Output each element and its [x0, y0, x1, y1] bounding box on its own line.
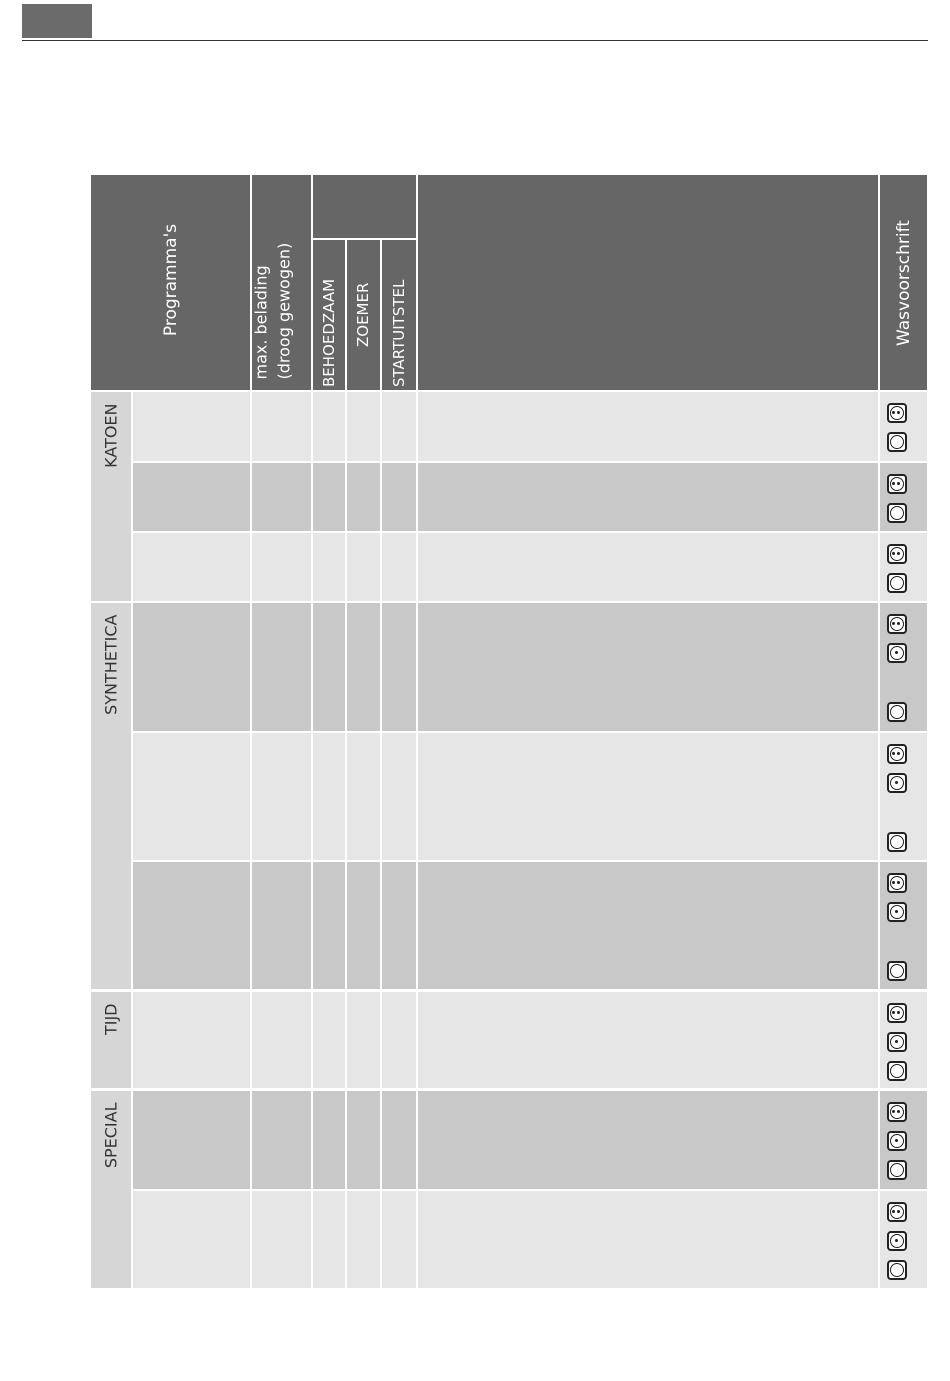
table-cell [347, 1191, 380, 1288]
circle-icon [890, 435, 904, 449]
group-cell-katoen [91, 392, 131, 601]
table-cell [252, 533, 311, 601]
dryer-low-heat-icon [887, 643, 907, 663]
table-cell [880, 1091, 927, 1189]
dryer-icon [887, 832, 907, 852]
dryer-icon [887, 1061, 907, 1081]
dryer-high-heat-icon [887, 873, 907, 893]
header-option-2: ZOEMER [354, 282, 372, 347]
dryer-high-heat-icon [887, 474, 907, 494]
table-cell [382, 533, 416, 601]
table-cell [382, 992, 416, 1088]
table-cell [313, 533, 345, 601]
dot-icon [897, 622, 900, 625]
dot-icon [895, 651, 898, 654]
dot-icon [897, 411, 900, 414]
dryer-low-heat-icon [887, 1032, 907, 1052]
dot-icon [897, 1210, 900, 1213]
table-cell [252, 603, 311, 731]
dot-icon [892, 411, 895, 414]
header-max-load-line2: (droog gewogen) [274, 242, 294, 380]
table-cell [382, 1191, 416, 1288]
dryer-low-heat-icon [887, 1231, 907, 1251]
table-cell [880, 463, 927, 531]
table-cell [313, 603, 345, 731]
table-cell [313, 463, 345, 531]
program-group-label: SPECIAL [101, 1102, 121, 1169]
table-cell [347, 463, 380, 531]
header-option-1-cell [313, 240, 345, 390]
table-cell [418, 1191, 878, 1288]
dryer-high-heat-icon [887, 544, 907, 564]
table-cell [313, 992, 345, 1088]
table-cell [347, 992, 380, 1088]
table-cell [418, 733, 878, 860]
dryer-high-heat-icon [887, 1003, 907, 1023]
dryer-icon [887, 573, 907, 593]
dot-icon [892, 552, 895, 555]
table-cell [382, 392, 416, 461]
table-cell [252, 1091, 311, 1189]
dryer-icon [887, 503, 907, 523]
table-cell [418, 392, 878, 461]
dot-icon [897, 552, 900, 555]
dot-icon [892, 482, 895, 485]
dryer-icon [887, 1160, 907, 1180]
dot-icon [895, 910, 898, 913]
table-cell [418, 533, 878, 601]
table-cell [880, 603, 927, 731]
table-cell [880, 533, 927, 601]
group-cell-special [91, 1091, 131, 1288]
table-cell [133, 603, 250, 731]
table-cell [252, 463, 311, 531]
header-programs-cell [91, 175, 250, 390]
table-cell [313, 1191, 345, 1288]
table-cell [313, 1091, 345, 1189]
dot-icon [897, 482, 900, 485]
dot-icon [892, 1011, 895, 1014]
header-options-top [313, 175, 416, 238]
dryer-icon [887, 961, 907, 981]
header-description-cell [418, 175, 878, 390]
dot-icon [897, 752, 900, 755]
table-cell [382, 733, 416, 860]
header-care-label: Wasvoorschrift [894, 220, 914, 346]
table-cell [382, 463, 416, 531]
dot-icon [897, 1011, 900, 1014]
header-care-cell [880, 175, 927, 390]
table-cell [252, 1191, 311, 1288]
table-cell [347, 1091, 380, 1189]
circle-icon [890, 1263, 904, 1277]
table-cell [313, 733, 345, 860]
dot-icon [892, 1110, 895, 1113]
dryer-high-heat-icon [887, 744, 907, 764]
table-cell [347, 862, 380, 989]
dryer-high-heat-icon [887, 403, 907, 423]
table-cell [880, 733, 927, 860]
program-group-label: KATOEN [101, 403, 121, 468]
table-cell [252, 392, 311, 461]
table-cell [382, 603, 416, 731]
table-cell [418, 463, 878, 531]
dot-icon [892, 1210, 895, 1213]
header-max-load-cell [252, 175, 311, 390]
circle-icon [890, 1163, 904, 1177]
table-cell [313, 862, 345, 989]
table-cell [347, 533, 380, 601]
table-cell [382, 862, 416, 989]
table-cell [133, 1191, 250, 1288]
dot-icon [895, 1040, 898, 1043]
header-max-load-line1: max. belading [251, 265, 271, 380]
table-cell [382, 1091, 416, 1189]
table-cell [252, 733, 311, 860]
table-cell [880, 862, 927, 989]
table-cell [313, 392, 345, 461]
table-cell [133, 733, 250, 860]
program-group-label: SYNTHETICA [101, 614, 121, 715]
dryer-icon [887, 1260, 907, 1280]
table-cell [133, 992, 250, 1088]
table-cell [880, 992, 927, 1088]
group-cell-tijd [91, 992, 131, 1088]
table-cell [347, 392, 380, 461]
table-cell [418, 862, 878, 989]
header-option-2-cell [347, 240, 380, 390]
dryer-low-heat-icon [887, 902, 907, 922]
header-option-3-cell [382, 240, 416, 390]
dot-icon [895, 1139, 898, 1142]
table-cell [880, 1191, 927, 1288]
table-cell [418, 603, 878, 731]
table-cell [418, 1091, 878, 1189]
table-cell [347, 733, 380, 860]
dot-icon [895, 781, 898, 784]
dot-icon [892, 881, 895, 884]
table-cell [252, 862, 311, 989]
dryer-icon [887, 702, 907, 722]
table-cell [133, 862, 250, 989]
circle-icon [890, 576, 904, 590]
dryer-high-heat-icon [887, 1202, 907, 1222]
circle-icon [890, 835, 904, 849]
dot-icon [892, 752, 895, 755]
dryer-low-heat-icon [887, 1131, 907, 1151]
dot-icon [897, 1110, 900, 1113]
circle-icon [890, 705, 904, 719]
dryer-high-heat-icon [887, 1102, 907, 1122]
dot-icon [897, 881, 900, 884]
group-cell-synthetica [91, 603, 131, 989]
dot-icon [892, 622, 895, 625]
dryer-icon [887, 432, 907, 452]
table-cell [880, 392, 927, 461]
circle-icon [890, 1064, 904, 1078]
header-option-1: BEHOEDZAAM [320, 278, 338, 387]
table-cell [252, 992, 311, 1088]
dot-icon [895, 1239, 898, 1242]
circle-icon [890, 506, 904, 520]
table-cell [418, 992, 878, 1088]
table-cell [133, 463, 250, 531]
header-option-3: STARTUITSTEL [390, 279, 408, 387]
header-programs: Programma's [161, 223, 181, 337]
table-cell [133, 533, 250, 601]
table-cell [347, 603, 380, 731]
table-cell [133, 1091, 250, 1189]
dryer-high-heat-icon [887, 614, 907, 634]
program-group-label: TIJD [101, 1003, 121, 1036]
dryer-low-heat-icon [887, 773, 907, 793]
table-cell [133, 392, 250, 461]
circle-icon [890, 964, 904, 978]
